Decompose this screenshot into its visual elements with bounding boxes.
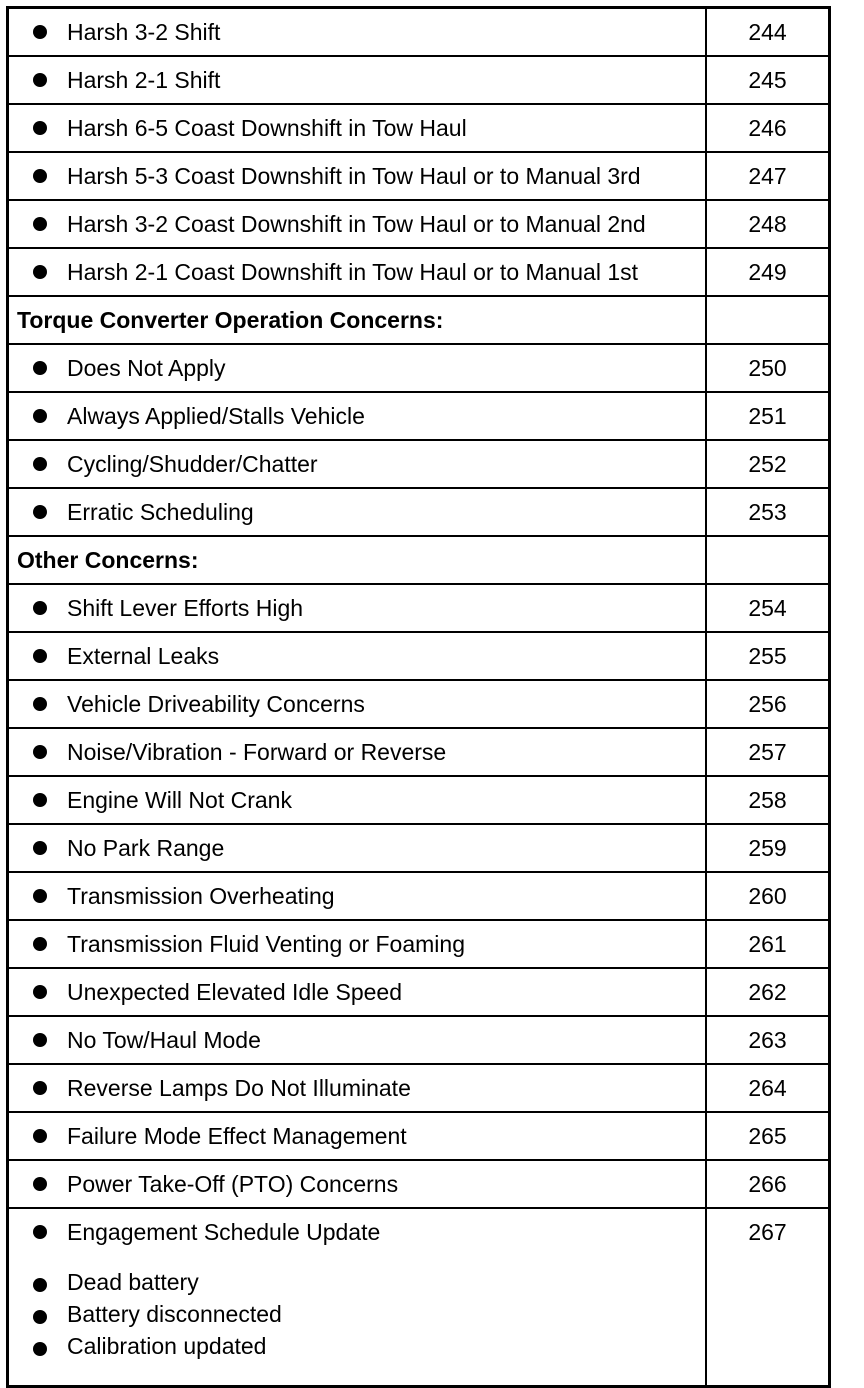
bullet-icon (33, 409, 47, 423)
concern-label: Cycling/Shudder/Chatter (67, 451, 318, 477)
bullet-icon (33, 73, 47, 87)
index-row (8, 1112, 830, 1160)
bullet-icon (33, 1225, 47, 1239)
concern-cell (8, 776, 707, 824)
bullet-icon (33, 265, 47, 279)
index-row (8, 776, 830, 824)
section-title-cell (8, 536, 707, 584)
page-number-cell: 251 (706, 392, 830, 440)
condition-label: Dead battery (67, 1269, 199, 1295)
concern-label: Engine Will Not Crank (67, 787, 292, 813)
concern-label: Power Take-Off (PTO) Concerns (67, 1171, 399, 1197)
index-row (8, 1208, 830, 1387)
bullet-icon (33, 1177, 47, 1191)
concern-label: No Park Range (67, 835, 225, 861)
page-number-cell: 260 (706, 872, 830, 920)
section-header-row (8, 296, 830, 344)
concern-label: Harsh 5-3 Coast Downshift in Tow Haul or to Manual 3rd (67, 163, 641, 189)
condition-label: Calibration updated (67, 1333, 267, 1359)
concern-label: Transmission Fluid Venting or Foaming (67, 931, 465, 957)
condition-item (9, 1333, 705, 1365)
page-number-cell: 263 (706, 1016, 830, 1064)
index-row (8, 8, 830, 57)
concern-label: Does Not Apply (67, 355, 226, 381)
section-title: Torque Converter Operation Concerns: (17, 307, 444, 333)
concern-cell (8, 1064, 707, 1112)
concern-label: External Leaks (67, 643, 220, 669)
concern-cell (8, 488, 707, 536)
index-row (8, 584, 830, 632)
index-row (8, 968, 830, 1016)
condition-list (9, 1269, 705, 1365)
bullet-icon (33, 25, 47, 39)
concern-cell (8, 248, 707, 296)
index-row (8, 1160, 830, 1208)
concern-cell (8, 392, 707, 440)
concern-label: Harsh 6-5 Coast Downshift in Tow Haul (67, 115, 467, 141)
page-number-cell: 247 (706, 152, 830, 200)
bullet-icon (33, 1129, 47, 1143)
index-row (8, 104, 830, 152)
bullet-icon (33, 361, 47, 375)
concern-cell (8, 344, 707, 392)
concern-label: Reverse Lamps Do Not Illuminate (67, 1075, 411, 1101)
index-row (8, 152, 830, 200)
concern-cell (8, 152, 707, 200)
page-number-cell: 244 (706, 8, 830, 57)
page-number-cell: 248 (706, 200, 830, 248)
concern-label: Harsh 3-2 Coast Downshift in Tow Haul or to Manual 2nd (67, 211, 646, 237)
bullet-icon (33, 601, 47, 615)
concern-cell (8, 440, 707, 488)
bullet-icon (33, 217, 47, 231)
page-number-cell: 266 (706, 1160, 830, 1208)
concern-label: Noise/Vibration - Forward or Reverse (67, 739, 447, 765)
concern-cell (8, 1208, 707, 1387)
bullet-icon (33, 697, 47, 711)
page-number-cell: 257 (706, 728, 830, 776)
page-number-cell: 250 (706, 344, 830, 392)
page-number-cell: 252 (706, 440, 830, 488)
bullet-icon (33, 1310, 47, 1324)
index-row (8, 728, 830, 776)
condition-item (9, 1301, 705, 1333)
section-header-row (8, 536, 830, 584)
bullet-icon (33, 1278, 47, 1292)
bullet-icon (33, 937, 47, 951)
bullet-icon (33, 745, 47, 759)
concern-label: Always Applied/Stalls Vehicle (67, 403, 365, 429)
page-number-cell: 256 (706, 680, 830, 728)
index-row (8, 872, 830, 920)
concern-cell (8, 1016, 707, 1064)
bullet-icon (33, 889, 47, 903)
index-row (8, 680, 830, 728)
concern-label: Unexpected Elevated Idle Speed (67, 979, 403, 1005)
page-number-cell (706, 296, 830, 344)
index-table-body (8, 8, 830, 1387)
concern-cell (8, 200, 707, 248)
condition-label: Battery disconnected (67, 1301, 282, 1327)
index-row (8, 632, 830, 680)
page-number-cell (706, 536, 830, 584)
concern-cell (8, 8, 707, 57)
index-row (8, 392, 830, 440)
bullet-icon (33, 457, 47, 471)
concern-label: Transmission Overheating (67, 883, 335, 909)
bullet-icon (33, 985, 47, 999)
index-row (8, 248, 830, 296)
page-number-cell: 246 (706, 104, 830, 152)
concern-label: Harsh 3-2 Shift (67, 19, 221, 45)
concern-cell (8, 728, 707, 776)
bullet-icon (33, 841, 47, 855)
page-number-cell: 261 (706, 920, 830, 968)
concern-label: Engagement Schedule Update (67, 1219, 381, 1245)
concern-label: Vehicle Driveability Concerns (67, 691, 365, 717)
page-number-cell: 264 (706, 1064, 830, 1112)
bullet-icon (33, 1081, 47, 1095)
bullet-icon (33, 1033, 47, 1047)
index-row (8, 1064, 830, 1112)
section-title: Other Concerns: (17, 547, 199, 573)
concern-label: Erratic Scheduling (67, 499, 254, 525)
concern-cell (8, 1112, 707, 1160)
concern-label: Shift Lever Efforts High (67, 595, 304, 621)
concern-label: No Tow/Haul Mode (67, 1027, 261, 1053)
page-number-cell: 255 (706, 632, 830, 680)
bullet-icon (33, 793, 47, 807)
page-number-cell: 267 (706, 1208, 830, 1387)
page-number-cell: 245 (706, 56, 830, 104)
concern-cell (8, 872, 707, 920)
concern-label: Harsh 2-1 Shift (67, 67, 221, 93)
concern-cell (8, 680, 707, 728)
page-number-cell: 253 (706, 488, 830, 536)
index-row (8, 920, 830, 968)
concern-cell (8, 104, 707, 152)
concern-label: Failure Mode Effect Management (67, 1123, 407, 1149)
page-number-cell: 259 (706, 824, 830, 872)
bullet-icon (33, 649, 47, 663)
page-number-cell: 249 (706, 248, 830, 296)
index-row (8, 200, 830, 248)
bullet-icon (33, 169, 47, 183)
bullet-icon (33, 505, 47, 519)
bullet-icon (33, 1342, 47, 1356)
bullet-icon (33, 121, 47, 135)
condition-item (9, 1269, 705, 1301)
page-number-cell: 262 (706, 968, 830, 1016)
page-number-cell: 258 (706, 776, 830, 824)
index-row (8, 488, 830, 536)
section-title-cell (8, 296, 707, 344)
concern-cell (8, 56, 707, 104)
concern-cell (8, 1160, 707, 1208)
index-row (8, 56, 830, 104)
concern-cell (8, 968, 707, 1016)
concern-cell (8, 920, 707, 968)
index-row (8, 440, 830, 488)
index-row (8, 1016, 830, 1064)
index-row (8, 824, 830, 872)
concern-line (9, 1219, 705, 1245)
page-number-cell: 254 (706, 584, 830, 632)
concern-cell (8, 824, 707, 872)
page-number-cell: 265 (706, 1112, 830, 1160)
index-table (6, 6, 831, 1388)
index-row (8, 344, 830, 392)
concern-cell (8, 632, 707, 680)
concern-cell (8, 584, 707, 632)
concern-label: Harsh 2-1 Coast Downshift in Tow Haul or to Manual 1st (67, 259, 639, 285)
